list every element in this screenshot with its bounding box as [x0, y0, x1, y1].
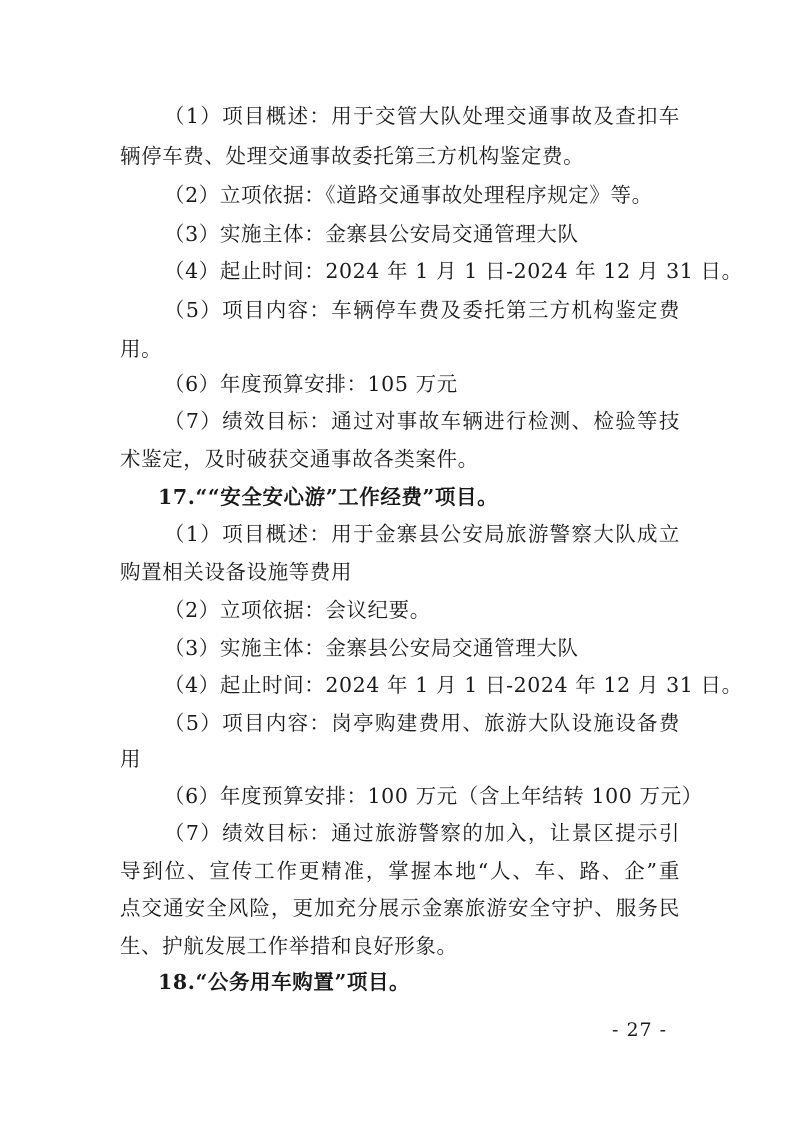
page-number: - 27 - — [612, 1019, 668, 1041]
paragraph-line: 生、护航发展工作举措和良好形象。 — [120, 934, 458, 958]
paragraph-line: （1）项目概述：用于交管大队处理交通事故及查扣车 — [164, 104, 680, 128]
paragraph-line: （2）立项依据：《道路交通事故处理程序规定》等。 — [164, 183, 653, 207]
paragraph-line: （3）实施主体：金寨县公安局交通管理大队 — [164, 636, 579, 660]
section-heading-17: 17.““安全安心游”工作经费”项目。 — [158, 485, 499, 509]
paragraph-line: （1）项目概述：用于金寨县公安局旅游警察大队成立 — [164, 522, 680, 546]
paragraph-line: （7）绩效目标：通过对事故车辆进行检测、检验等技 — [164, 409, 680, 433]
paragraph-line: （6）年度预算安排：105 万元 — [164, 372, 458, 396]
paragraph-line: （3）实施主体：金寨县公安局交通管理大队 — [164, 222, 579, 246]
paragraph-line: 购置相关设备设施等费用 — [120, 560, 353, 584]
paragraph-line: （2）立项依据：会议纪要。 — [164, 598, 431, 622]
paragraph-line: （5）项目内容：岗亭购建费用、旅游大队设施设备费 — [164, 711, 680, 735]
paragraph-line: 导到位、宣传工作更精准，掌握本地“人、车、路、企”重 — [120, 859, 680, 883]
paragraph-line: （5）项目内容：车辆停车费及委托第三方机构鉴定费 — [164, 298, 680, 322]
paragraph-line: （7）绩效目标：通过旅游警察的加入，让景区提示引 — [164, 821, 680, 845]
paragraph-line: （6）年度预算安排：100 万元（含上年结转 100 万元） — [164, 784, 703, 808]
paragraph-line: 术鉴定，及时破获交通事故各类案件。 — [120, 447, 479, 471]
paragraph-line: 用。 — [120, 337, 163, 361]
section-heading-18: 18.“公务用车购置”项目。 — [158, 970, 411, 994]
paragraph-line: 点交通安全风险，更加充分展示金寨旅游安全守护、服务民 — [120, 896, 680, 920]
paragraph-line: （4）起止时间：2024 年 1 月 1 日-2024 年 12 月 31 日。 — [164, 259, 743, 283]
paragraph-line: （4）起止时间：2024 年 1 月 1 日-2024 年 12 月 31 日。 — [164, 673, 743, 697]
paragraph-line: 用 — [120, 747, 142, 771]
paragraph-line: 辆停车费、处理交通事故委托第三方机构鉴定费。 — [120, 144, 585, 168]
